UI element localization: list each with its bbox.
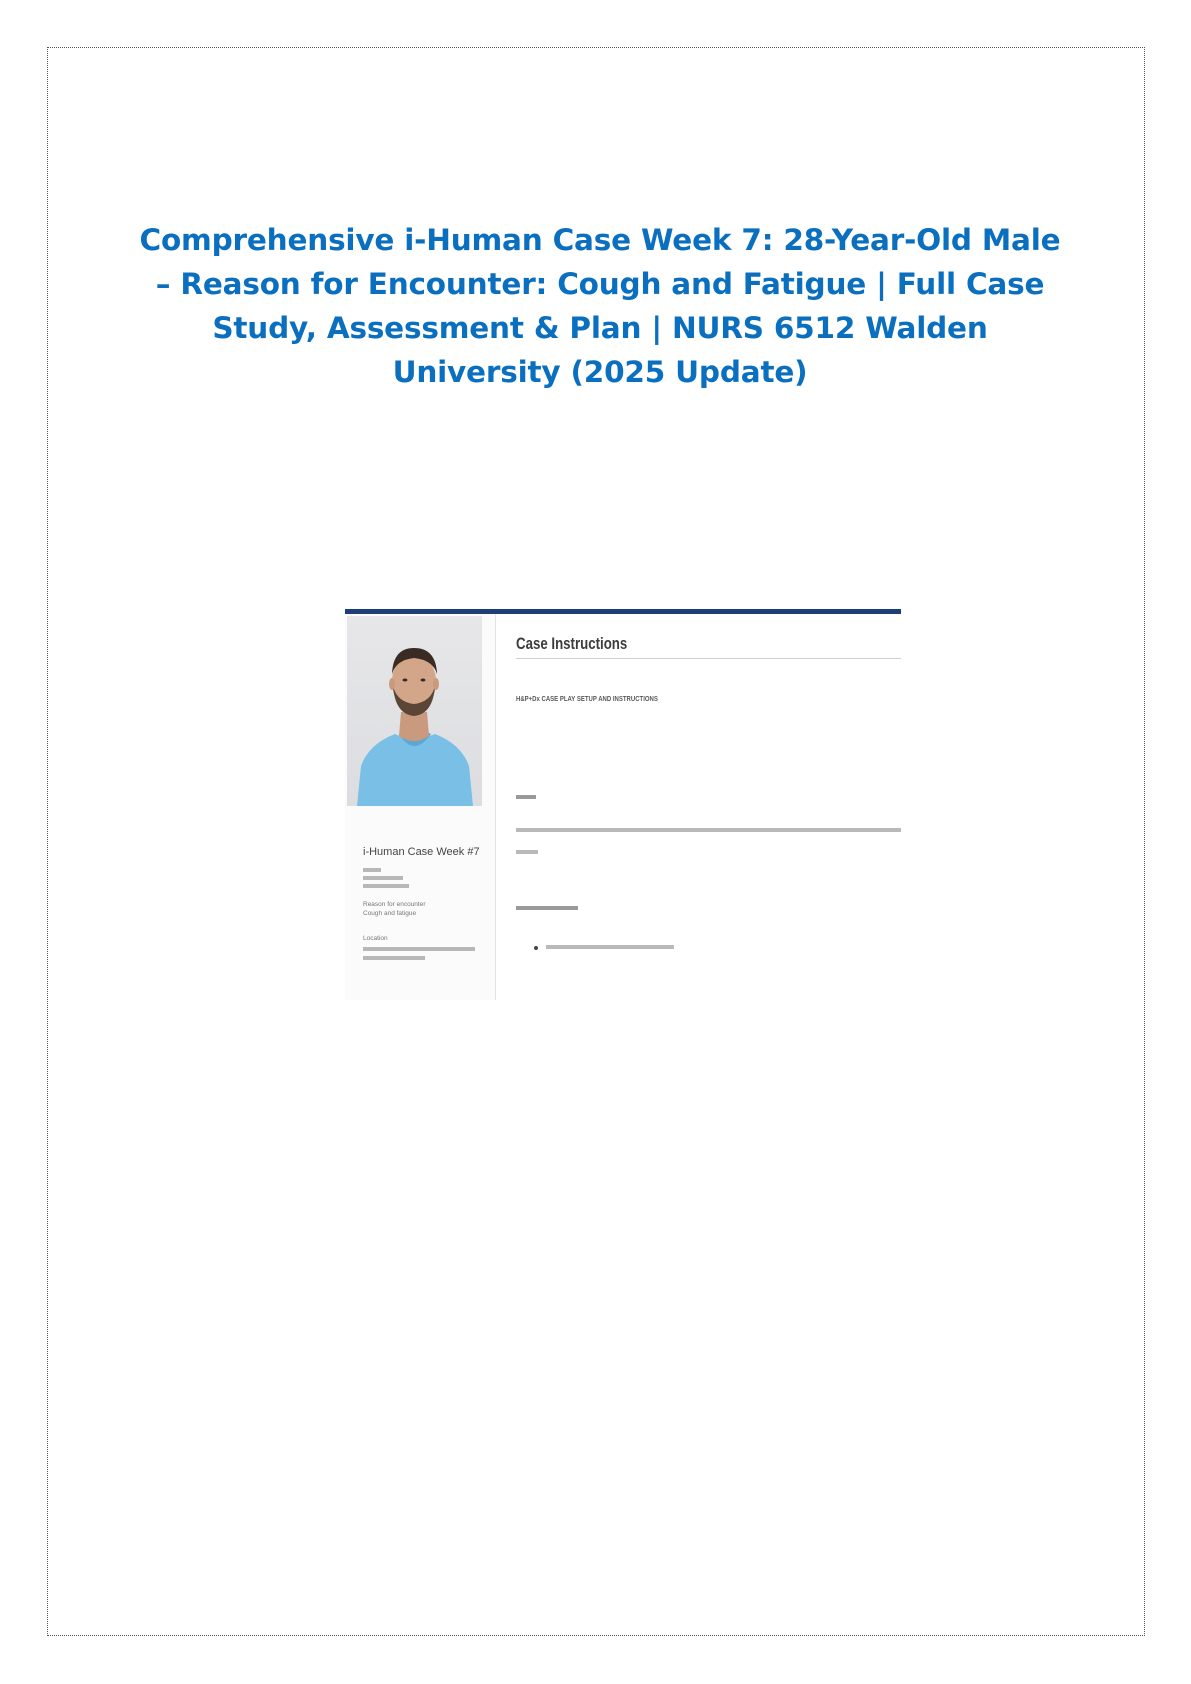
patient-avatar-illustration bbox=[347, 616, 482, 806]
document-title: Comprehensive i-Human Case Week 7: 28-Year-Old Male – Reason for Encounter: Cough and Fatigue | Full Case Study, Assessment & Plan | NURS 6512 Walden University (2025 Update) bbox=[139, 223, 1061, 389]
attempts-text bbox=[546, 945, 674, 949]
screenshot-sidebar bbox=[345, 614, 496, 1000]
reason-label: Reason for encounter bbox=[363, 901, 426, 908]
note-text-continued bbox=[516, 850, 538, 854]
case-screenshot bbox=[345, 600, 901, 1000]
patient-avatar bbox=[347, 616, 482, 806]
heading-divider bbox=[516, 658, 901, 659]
note-label bbox=[516, 795, 536, 799]
setup-heading: H&P+Dx CASE PLAY SETUP AND INSTRUCTIONS bbox=[516, 694, 658, 703]
case-name: i-Human Case Week #7 bbox=[363, 846, 480, 858]
reason-value: Cough and fatigue bbox=[363, 910, 417, 917]
location-details bbox=[363, 945, 475, 960]
bullet-icon bbox=[534, 946, 538, 950]
note-text bbox=[516, 828, 901, 832]
attempts-label bbox=[516, 906, 578, 910]
case-instructions-heading: Case Instructions bbox=[516, 634, 628, 653]
screenshot-main-panel bbox=[496, 614, 901, 1000]
location-label: Location bbox=[363, 935, 388, 942]
patient-details bbox=[363, 866, 409, 888]
